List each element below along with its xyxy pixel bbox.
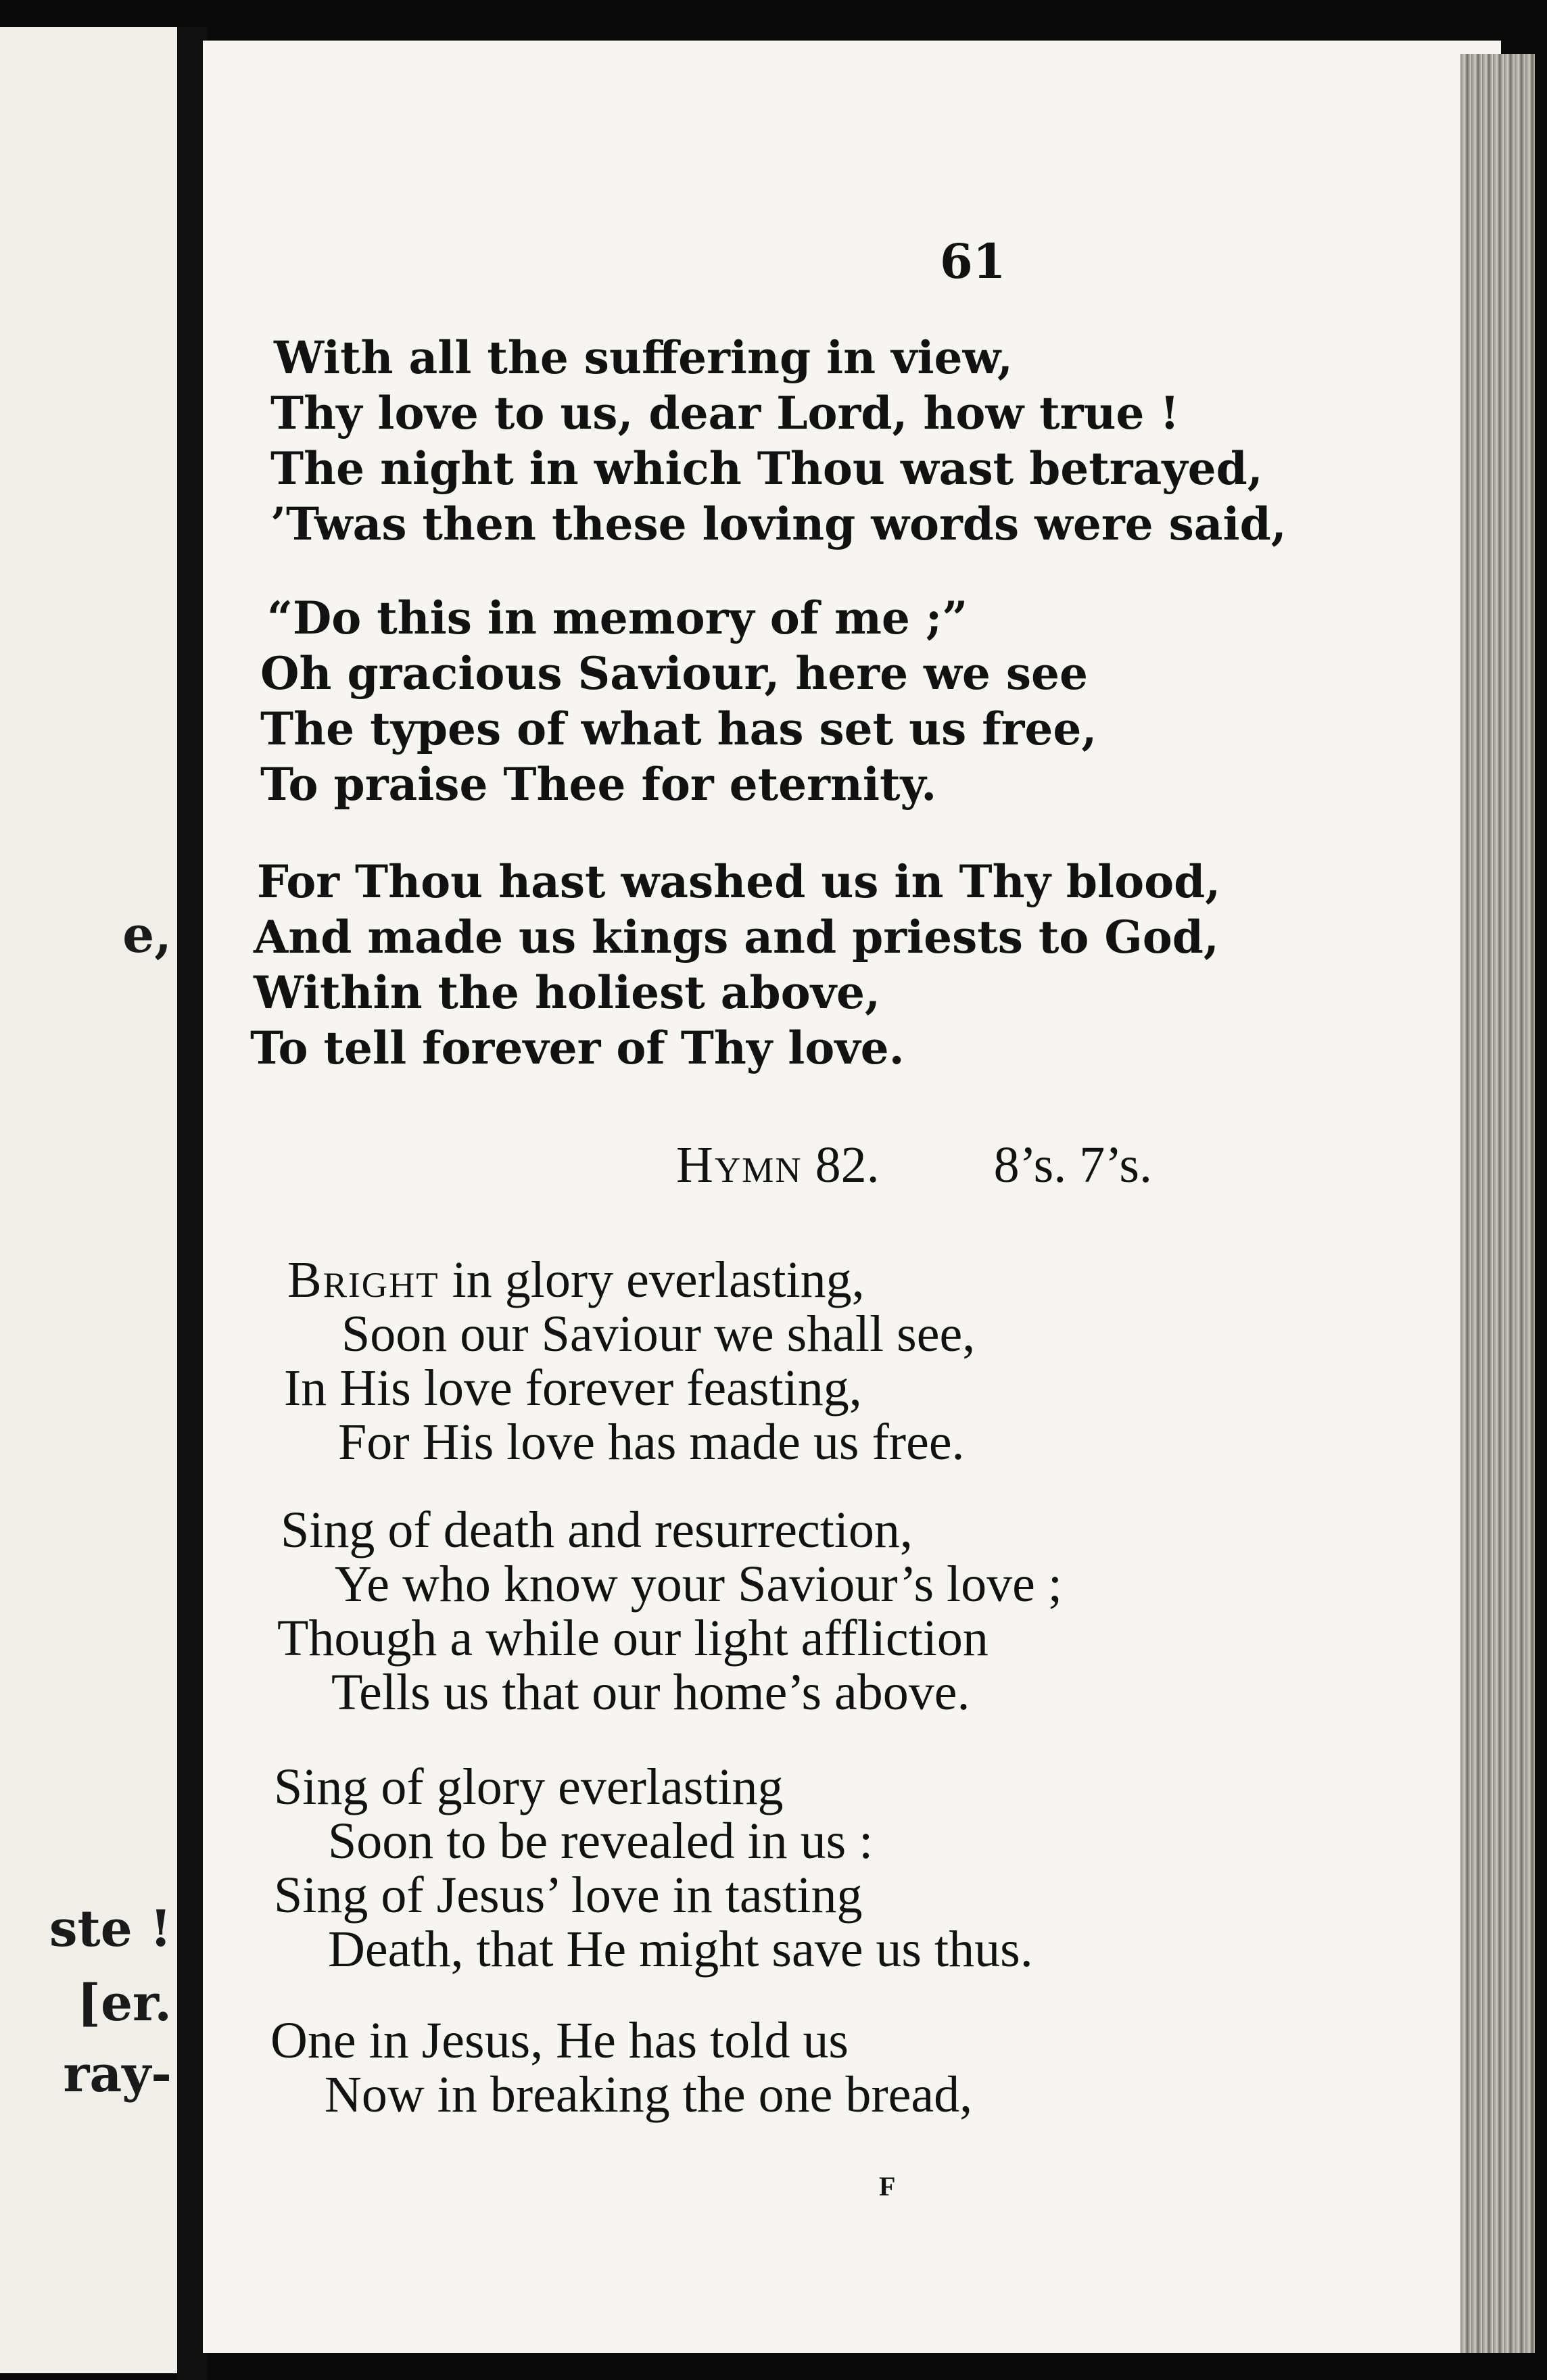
- verse-line: Sing of glory everlasting: [274, 1759, 784, 1815]
- verse-line: Thy love to us, dear Lord, how true !: [270, 387, 1180, 439]
- verse-line: Sing of Jesus’ love in tasting: [274, 1867, 863, 1924]
- signature-mark: F: [879, 2171, 896, 2202]
- hymn-number: 82.: [815, 1137, 880, 1193]
- left-page-text: [er.: [76, 1974, 172, 2032]
- verse-line: Oh gracious Saviour, here we see: [260, 647, 1088, 700]
- book-page: [203, 41, 1501, 2353]
- verse-line: ’Twas then these loving words were said,: [270, 498, 1287, 550]
- verse-line: With all the suffering in view,: [274, 331, 1013, 384]
- verse-line: Though a while our light affliction: [277, 1610, 989, 1667]
- verse-line: Ye who know your Saviour’s love ;: [335, 1556, 1062, 1613]
- verse-line: Death, that He might save us thus.: [328, 1921, 1033, 1978]
- left-page-text: ste !: [49, 1900, 172, 1958]
- verse-line: “Do this in memory of me ;”: [267, 592, 968, 644]
- verse-line: Soon to be revealed in us :: [328, 1813, 874, 1870]
- left-page-text: e,: [122, 906, 172, 964]
- hymn-heading: [676, 1136, 1152, 1195]
- verse-line: In His love forever feasting,: [284, 1360, 862, 1417]
- verse-line: [287, 1251, 865, 1310]
- verse-line: The types of what has set us free,: [260, 703, 1097, 755]
- drop-word: Bright: [287, 1252, 439, 1308]
- verse-line: For His love has made us free.: [338, 1414, 965, 1471]
- verse-line: For Thou hast washed us in Thy blood,: [257, 855, 1221, 908]
- verse-line: To tell forever of Thy love.: [250, 1022, 905, 1074]
- previous-page-fragment: [0, 27, 177, 2373]
- verse-line: Sing of death and resurrection,: [281, 1502, 913, 1558]
- verse-text: in glory everlasting,: [439, 1252, 865, 1308]
- verse-line: The night in which Thou wast betrayed,: [270, 442, 1263, 495]
- verse-line: Within the holiest above,: [254, 966, 880, 1019]
- page-edges: [1460, 54, 1535, 2353]
- verse-line: And made us kings and priests to God,: [254, 911, 1219, 963]
- page-number: 61: [940, 233, 1006, 289]
- verse-line: To praise Thee for eternity.: [260, 758, 937, 811]
- hymn-meter: 8’s. 7’s.: [993, 1137, 1152, 1193]
- verse-line: Now in breaking the one bread,: [325, 2066, 973, 2123]
- verse-line: One in Jesus, He has told us: [270, 2012, 849, 2069]
- verse-line: Tells us that our home’s above.: [331, 1664, 970, 1721]
- hymn-label: Hymn: [676, 1137, 803, 1193]
- left-page-text: ray-: [63, 2045, 172, 2103]
- verse-line: Soon our Saviour we shall see,: [341, 1306, 976, 1362]
